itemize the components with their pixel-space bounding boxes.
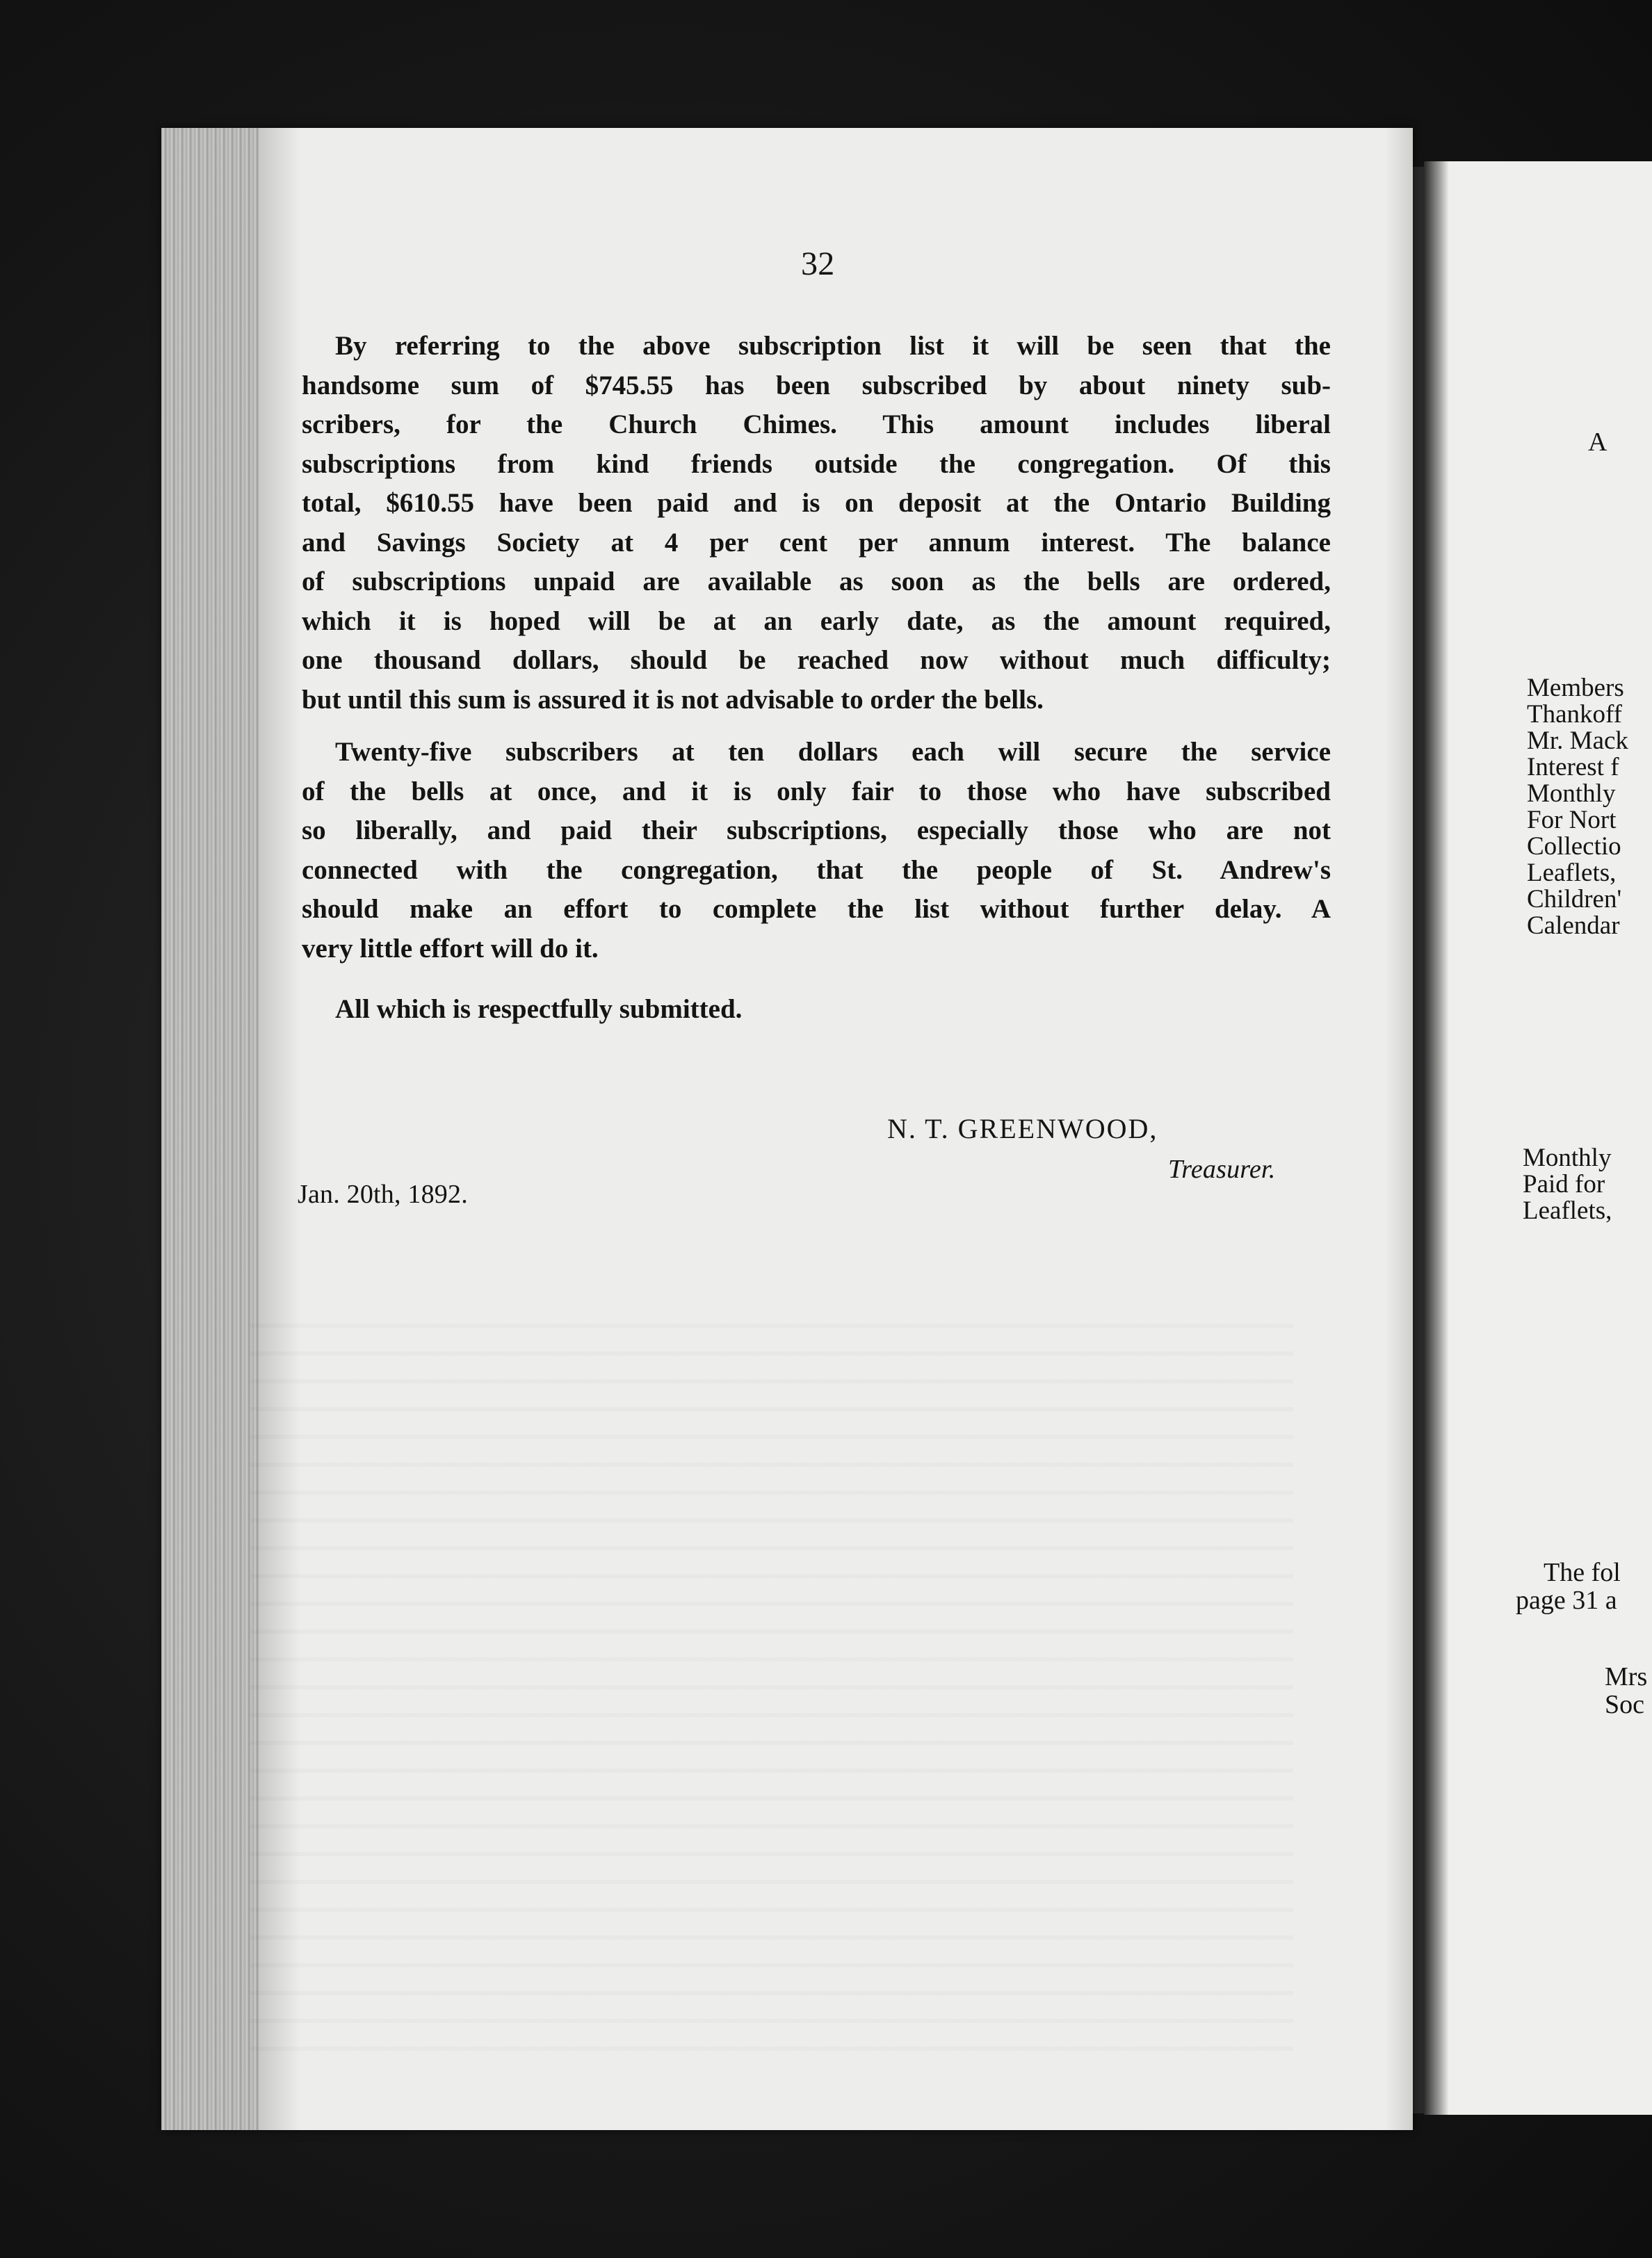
right-page-line: Soc <box>1605 1690 1644 1719</box>
page-number: 32 <box>801 245 835 282</box>
paragraph-line: should make an effort to complete the list without further delay. A <box>302 894 1331 924</box>
right-page <box>1424 161 1652 2115</box>
paragraph-line: one thousand dollars, should be reached now without much difficulty; <box>302 645 1331 675</box>
paragraph-line: of subscriptions unpaid are available as soon as the bells are ordered, <box>302 567 1331 596</box>
right-page-line: Paid for <box>1523 1170 1605 1199</box>
right-page-line: Mrs <box>1605 1662 1648 1691</box>
signature-title: Treasurer. <box>1168 1155 1276 1184</box>
paragraph-2 <box>302 733 1331 968</box>
paragraph-line: very little effort will do it. <box>302 933 599 964</box>
right-page-line: Monthly <box>1523 1144 1612 1172</box>
right-page-line: Leaflets, <box>1527 859 1617 887</box>
paragraph-line: of the bells at once, and it is only fair to those who have subscribed <box>302 776 1331 806</box>
right-page-heading: A <box>1588 428 1608 457</box>
paragraph-3 <box>302 990 1331 1030</box>
right-page-line: Thankoff <box>1527 700 1622 729</box>
right-page-line: Mr. Mack <box>1527 726 1628 755</box>
paragraph-line: so liberally, and paid their subscriptions, especially those who are not <box>302 815 1331 845</box>
right-page-line: Interest f <box>1527 753 1619 781</box>
paragraph-line: and Savings Society at 4 per cent per annum interest. The balance <box>302 527 1331 558</box>
signature-name: N. T. GREENWOOD, <box>887 1113 1158 1144</box>
right-page-line: Monthly <box>1527 779 1616 808</box>
paragraph-line: scribers, for the Church Chimes. This amount includes liberal <box>302 409 1331 439</box>
paragraph-line: total, $610.55 have been paid and is on deposit at the Ontario Building <box>302 488 1331 518</box>
right-page-line: Children' <box>1527 885 1622 913</box>
right-page-line: page 31 a <box>1516 1586 1617 1615</box>
paragraph-line: All which is respectfully submitted. <box>335 994 743 1024</box>
paragraph-1 <box>302 327 1331 720</box>
right-page-edge <box>1424 161 1449 2115</box>
right-page-line: Calendar <box>1527 911 1620 940</box>
right-page-line: Members <box>1527 674 1624 702</box>
paragraph-line: Twenty-five subscribers at ten dollars each will secure the service <box>335 737 1331 767</box>
right-page-line: The fol <box>1544 1558 1621 1587</box>
right-page-line: Collectio <box>1527 832 1621 861</box>
paragraph-line: connected with the congregation, that the people of St. Andrew's <box>302 854 1331 885</box>
paragraph-line: but until this sum is assured it is not advisable to order the bells. <box>302 684 1044 715</box>
paragraph-line: handsome sum of $745.55 has been subscribed by about ninety sub- <box>302 370 1331 400</box>
paragraph-line: By referring to the above subscription list it will be seen that the <box>335 331 1331 361</box>
page-shadow <box>1385 128 1413 2130</box>
bleed-through <box>250 1321 1293 2051</box>
date-line: Jan. 20th, 1892. <box>298 1180 468 1209</box>
paragraph-line: subscriptions from kind friends outside the congregation. Of this <box>302 448 1331 479</box>
page-gutter <box>161 128 259 2130</box>
right-page-line: Leaflets, <box>1523 1196 1612 1225</box>
right-page-line: For Nort <box>1527 806 1617 834</box>
paragraph-line: which it is hoped will be at an early date, as the amount required, <box>302 606 1331 636</box>
